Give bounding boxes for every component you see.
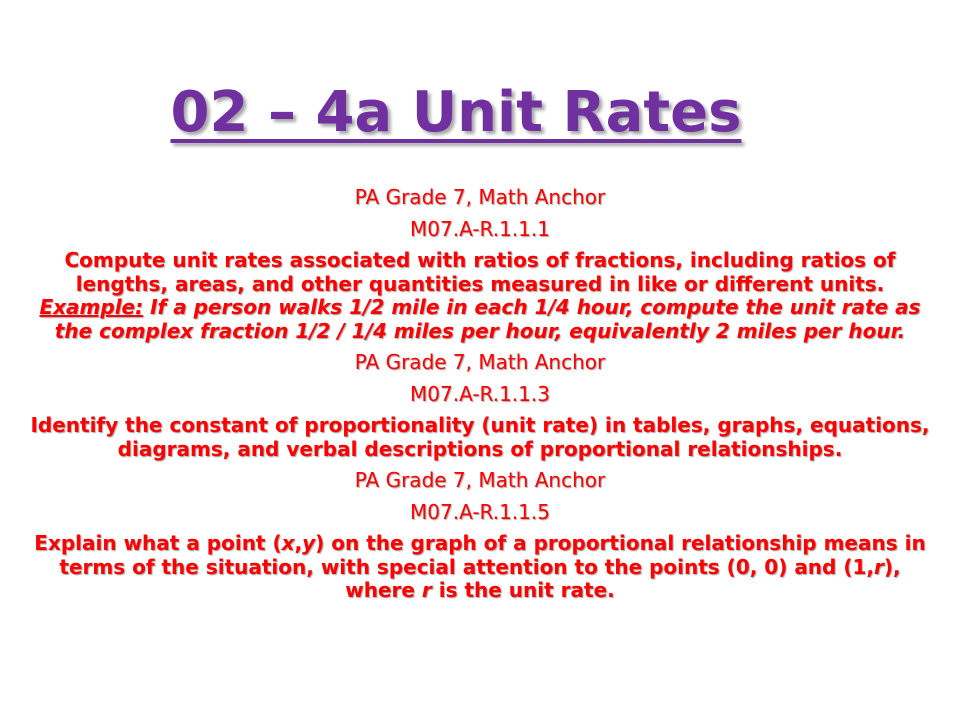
desc3-part2: ) on the graph of a proportional relationship means in terms of the situation, with special attention to the points (0, 0) and (1, bbox=[59, 531, 926, 579]
anchor-title-3: PA Grade 7, Math Anchor bbox=[354, 468, 606, 492]
desc3-part3: ), where bbox=[345, 554, 901, 602]
var-r-2: r bbox=[421, 578, 432, 602]
anchor-code-3: M07.A-R.1.1.5 bbox=[410, 499, 550, 524]
slide-title: 02 – 4a Unit Rates bbox=[170, 80, 742, 145]
var-r-1: r bbox=[873, 554, 884, 579]
desc3-comma: , bbox=[294, 531, 303, 555]
anchor-code-2: M07.A-R.1.1.3 bbox=[410, 381, 550, 406]
anchor-title-1: PA Grade 7, Math Anchor bbox=[354, 185, 606, 209]
desc3-part4: is the unit rate. bbox=[431, 578, 615, 602]
anchor-description-3 bbox=[22, 532, 938, 603]
anchor-code-1: M07.A-R.1.1.1 bbox=[410, 216, 550, 241]
example-label: Example: bbox=[39, 295, 144, 319]
anchor-description-2: Identify the constant of proportionality (unit rate) in tables, graphs, equations, diagrams, and verbal descriptions of proportional relationships. bbox=[30, 413, 930, 461]
anchor-description-1 bbox=[22, 249, 938, 343]
anchor-title-2: PA Grade 7, Math Anchor bbox=[354, 350, 606, 374]
desc3-part1: Explain what a point ( bbox=[34, 531, 282, 555]
var-x: x bbox=[281, 531, 295, 555]
example-block bbox=[39, 295, 920, 343]
example-text: If a person walks 1/2 mile in each 1/4 hour, compute the unit rate as the complex fraction 1/2 / 1/4 miles per hour, equivalently 2 miles per hour. bbox=[54, 295, 921, 343]
var-y: y bbox=[302, 531, 316, 555]
slide-body bbox=[22, 186, 938, 611]
description-text-1: Compute unit rates associated with ratios of fractions, including ratios of lengths, areas, and other quantities measured in like or different units. bbox=[64, 248, 896, 296]
